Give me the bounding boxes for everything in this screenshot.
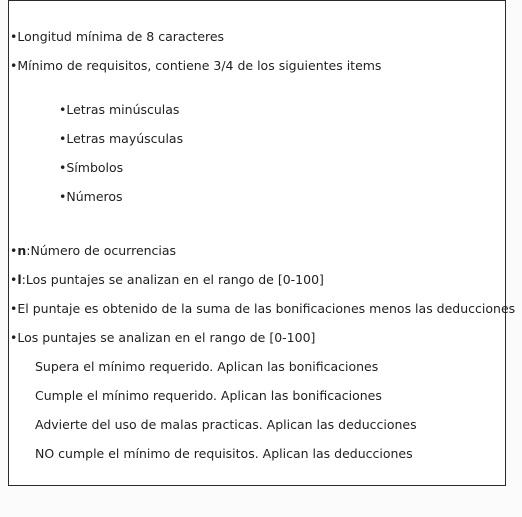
legend-item-exceeds: Supera el mínimo requerido. Aplican las bonificaciones (35, 359, 379, 374)
note-n-text: :Número de ocurrencias (26, 243, 177, 258)
bullet: • (10, 272, 18, 287)
requirement-item-text: Letras mayúsculas (66, 131, 184, 146)
bullet: • (10, 243, 18, 258)
password-rules-panel (8, 0, 516, 486)
rule-min-requirements (10, 58, 381, 74)
note-n-key: n (17, 243, 27, 258)
requirement-item-lowercase (59, 102, 179, 118)
note-score-range (10, 330, 315, 346)
rule-min-length-text: Longitud mínima de 8 caracteres (17, 29, 225, 44)
note-score-sum-text: El puntaje es obtenido de la suma de las bonificaciones menos las deducciones (17, 301, 516, 316)
note-n (10, 243, 176, 259)
requirement-item-uppercase (59, 131, 183, 147)
bullet: • (59, 102, 67, 117)
legend-item-fails: NO cumple el mínimo de requisitos. Aplican las deducciones (35, 446, 413, 461)
bullet: • (59, 131, 67, 146)
legend-item-warns: Advierte del uso de malas practicas. Aplican las deducciones (35, 417, 417, 432)
note-l-text: :Los puntajes se analizan en el rango de [0-100] (21, 272, 324, 287)
rule-min-length (10, 29, 224, 45)
requirement-item-numbers (59, 189, 123, 205)
requirement-item-text: Números (66, 189, 123, 204)
note-l-key: l (17, 272, 22, 287)
bullet: • (10, 301, 18, 316)
rule-min-requirements-text: Mínimo de requisitos, contiene 3/4 de los siguientes items (17, 58, 382, 73)
requirement-item-text: Símbolos (66, 160, 124, 175)
note-score-sum (10, 301, 515, 317)
requirement-item-text: Letras minúsculas (66, 102, 180, 117)
bullet: • (10, 330, 18, 345)
note-l (10, 272, 324, 288)
legend-item-meets: Cumple el mínimo requerido. Aplican las bonificaciones (35, 388, 382, 403)
bullet: • (10, 58, 18, 73)
bullet: • (59, 160, 67, 175)
bullet: • (59, 189, 67, 204)
bullet: • (10, 29, 18, 44)
note-score-range-text: Los puntajes se analizan en el rango de [0-100] (17, 330, 316, 345)
requirement-item-symbols (59, 160, 123, 176)
